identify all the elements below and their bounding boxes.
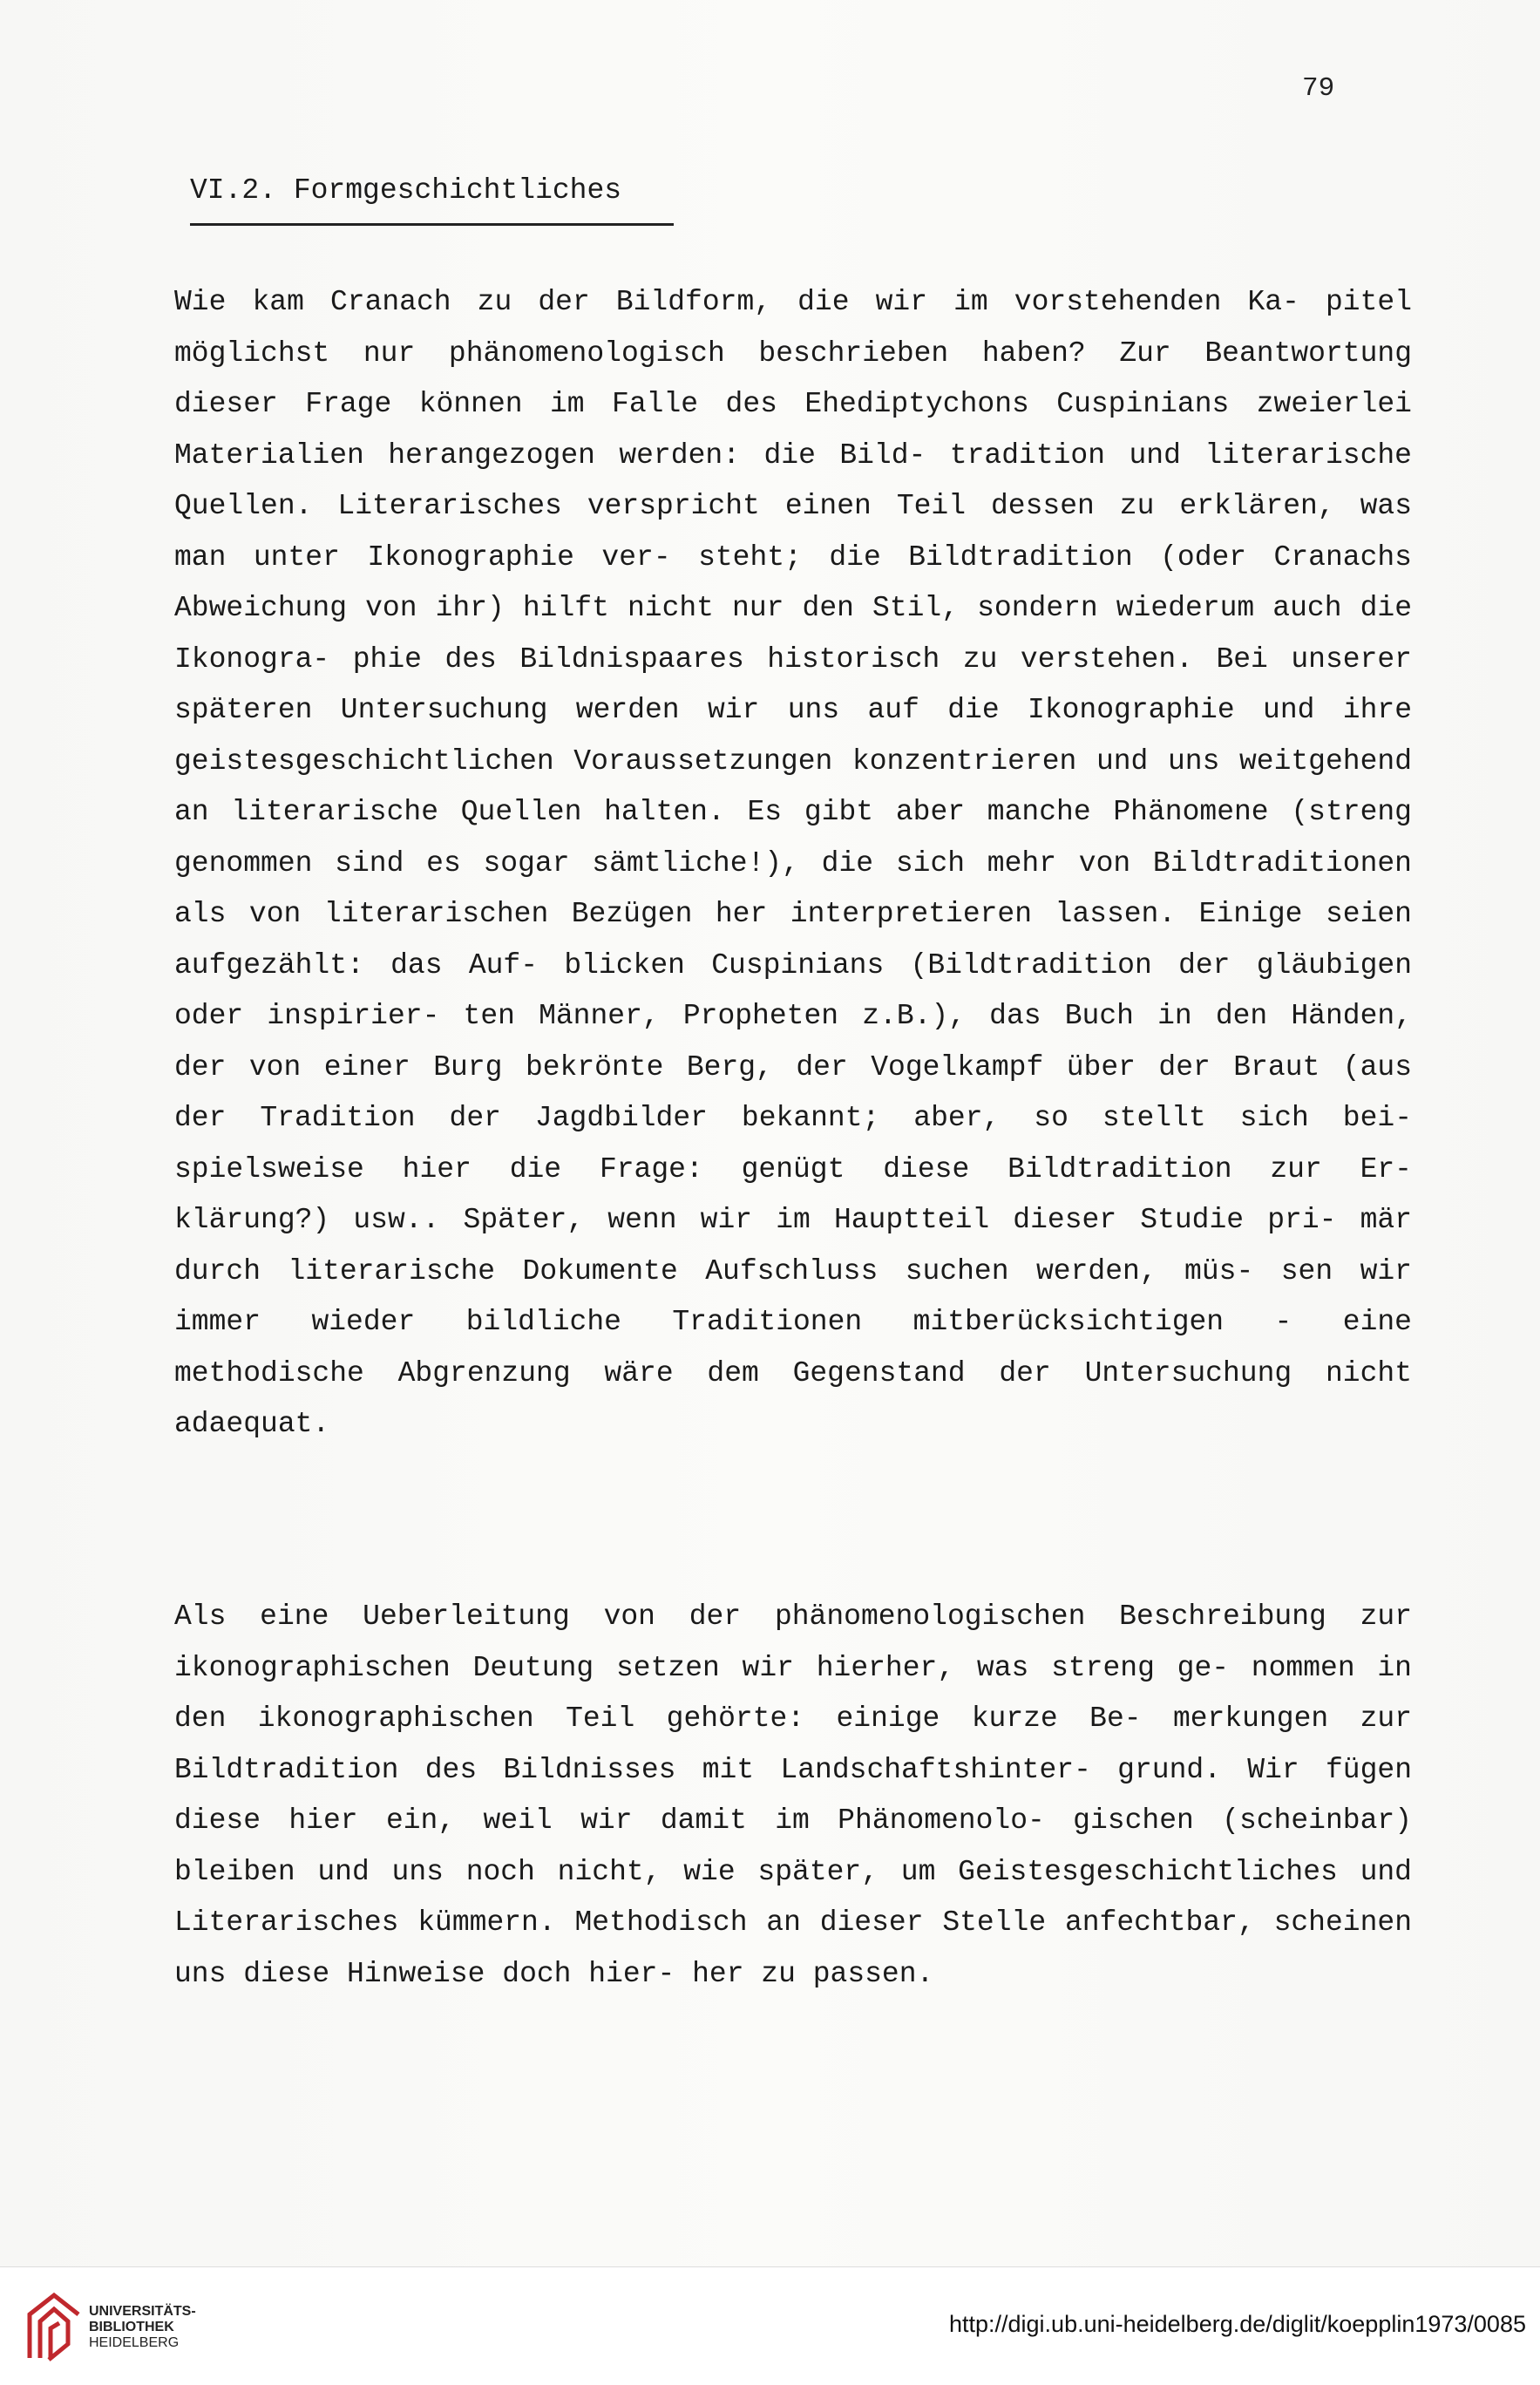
library-name-line-1: UNIVERSITÄTS- — [89, 2304, 196, 2319]
section-heading: VI.2. Formgeschichtliches — [190, 174, 622, 207]
page-number: 79 — [1302, 73, 1335, 104]
library-name-line-2: BIBLIOTHEK — [89, 2320, 174, 2334]
paragraph-2: Als eine Ueberleitung von der phänomenologischen Beschreibung zur ikonographischen Deutung setzen wir hierher, was streng ge- nommen in den ikonographischen Teil gehörte: einige kurze Be- merkungen zur Bildtradition des Bildnisses mit Landschaftshinter- grund. Wir fügen diese hier ein, weil wir damit im Phänomenolo- gischen (scheinbar) bleiben und uns noch nicht, wie später, um Geistesgeschichtliches und Literarisches kümmern. Methodisch an dieser Stelle anfechtbar, scheinen uns diese Hinweise doch hier- her zu passen. — [174, 1600, 1412, 1990]
heading-underline — [190, 223, 674, 226]
source-url-link[interactable]: http://digi.ub.uni-heidelberg.de/diglit/koepplin1973/0085 — [948, 2311, 1526, 2337]
paragraph-1: Wie kam Cranach zu der Bildform, die wir im vorstehenden Ka- pitel möglichst nur phänomenologisch beschrieben haben? Zur Beantwortung dieser Frage können im Falle des Ehediptychons Cuspinians zweierlei Materialien herangezogen werden: die Bild- tradition und literarische Quellen. Literarisches verspricht einen Teil dessen zu erklären, was man unter Ikonographie ver- steht; die Bildtradition (oder Cranachs Abweichung von ihr) hilft nicht nur den Stil, sondern wiederum auch die Ikonogra- phie des Bildnispaares historisch zu verstehen. Bei unserer späteren Untersuchung werden wir uns auf die Ikonographie und ihre geistesgeschichtlichen Voraussetzungen konzentrieren und uns weitgehend an literarische Quellen halten. Es gibt aber manche Phänomene (streng genommen sind es sogar sämtliche!), die sich mehr von Bildtraditionen als von literarischen Bezügen her interpretieren lassen. Einige seien aufgezählt: das Auf- blicken Cuspinians (Bildtradition der gläubigen oder inspirier- ten Männer, Propheten z.B.), das Buch in den Händen, der von einer Burg bekrönte Berg, der Vogelkampf über der Braut (aus der Tradition der Jagdbilder bekannt; aber, so stellt sich bei- spielsweise hier die Frage: genügt diese Bildtradition zur Er- klärung?) usw.. Später, wenn wir im Hauptteil dieser Studie pri- mär durch literarische Dokumente Aufschluss suchen werden, müs- sen wir immer wieder bildliche Traditionen mitberücksichtigen - eine methodische Abgrenzung wäre dem Gegenstand der Untersuchung nicht adaequat. — [174, 286, 1412, 1440]
footer-bar — [0, 2266, 1540, 2385]
ub-heidelberg-logo-icon[interactable] — [23, 2288, 85, 2365]
library-name-line-3: HEIDELBERG — [89, 2335, 180, 2350]
library-name — [89, 2304, 196, 2351]
